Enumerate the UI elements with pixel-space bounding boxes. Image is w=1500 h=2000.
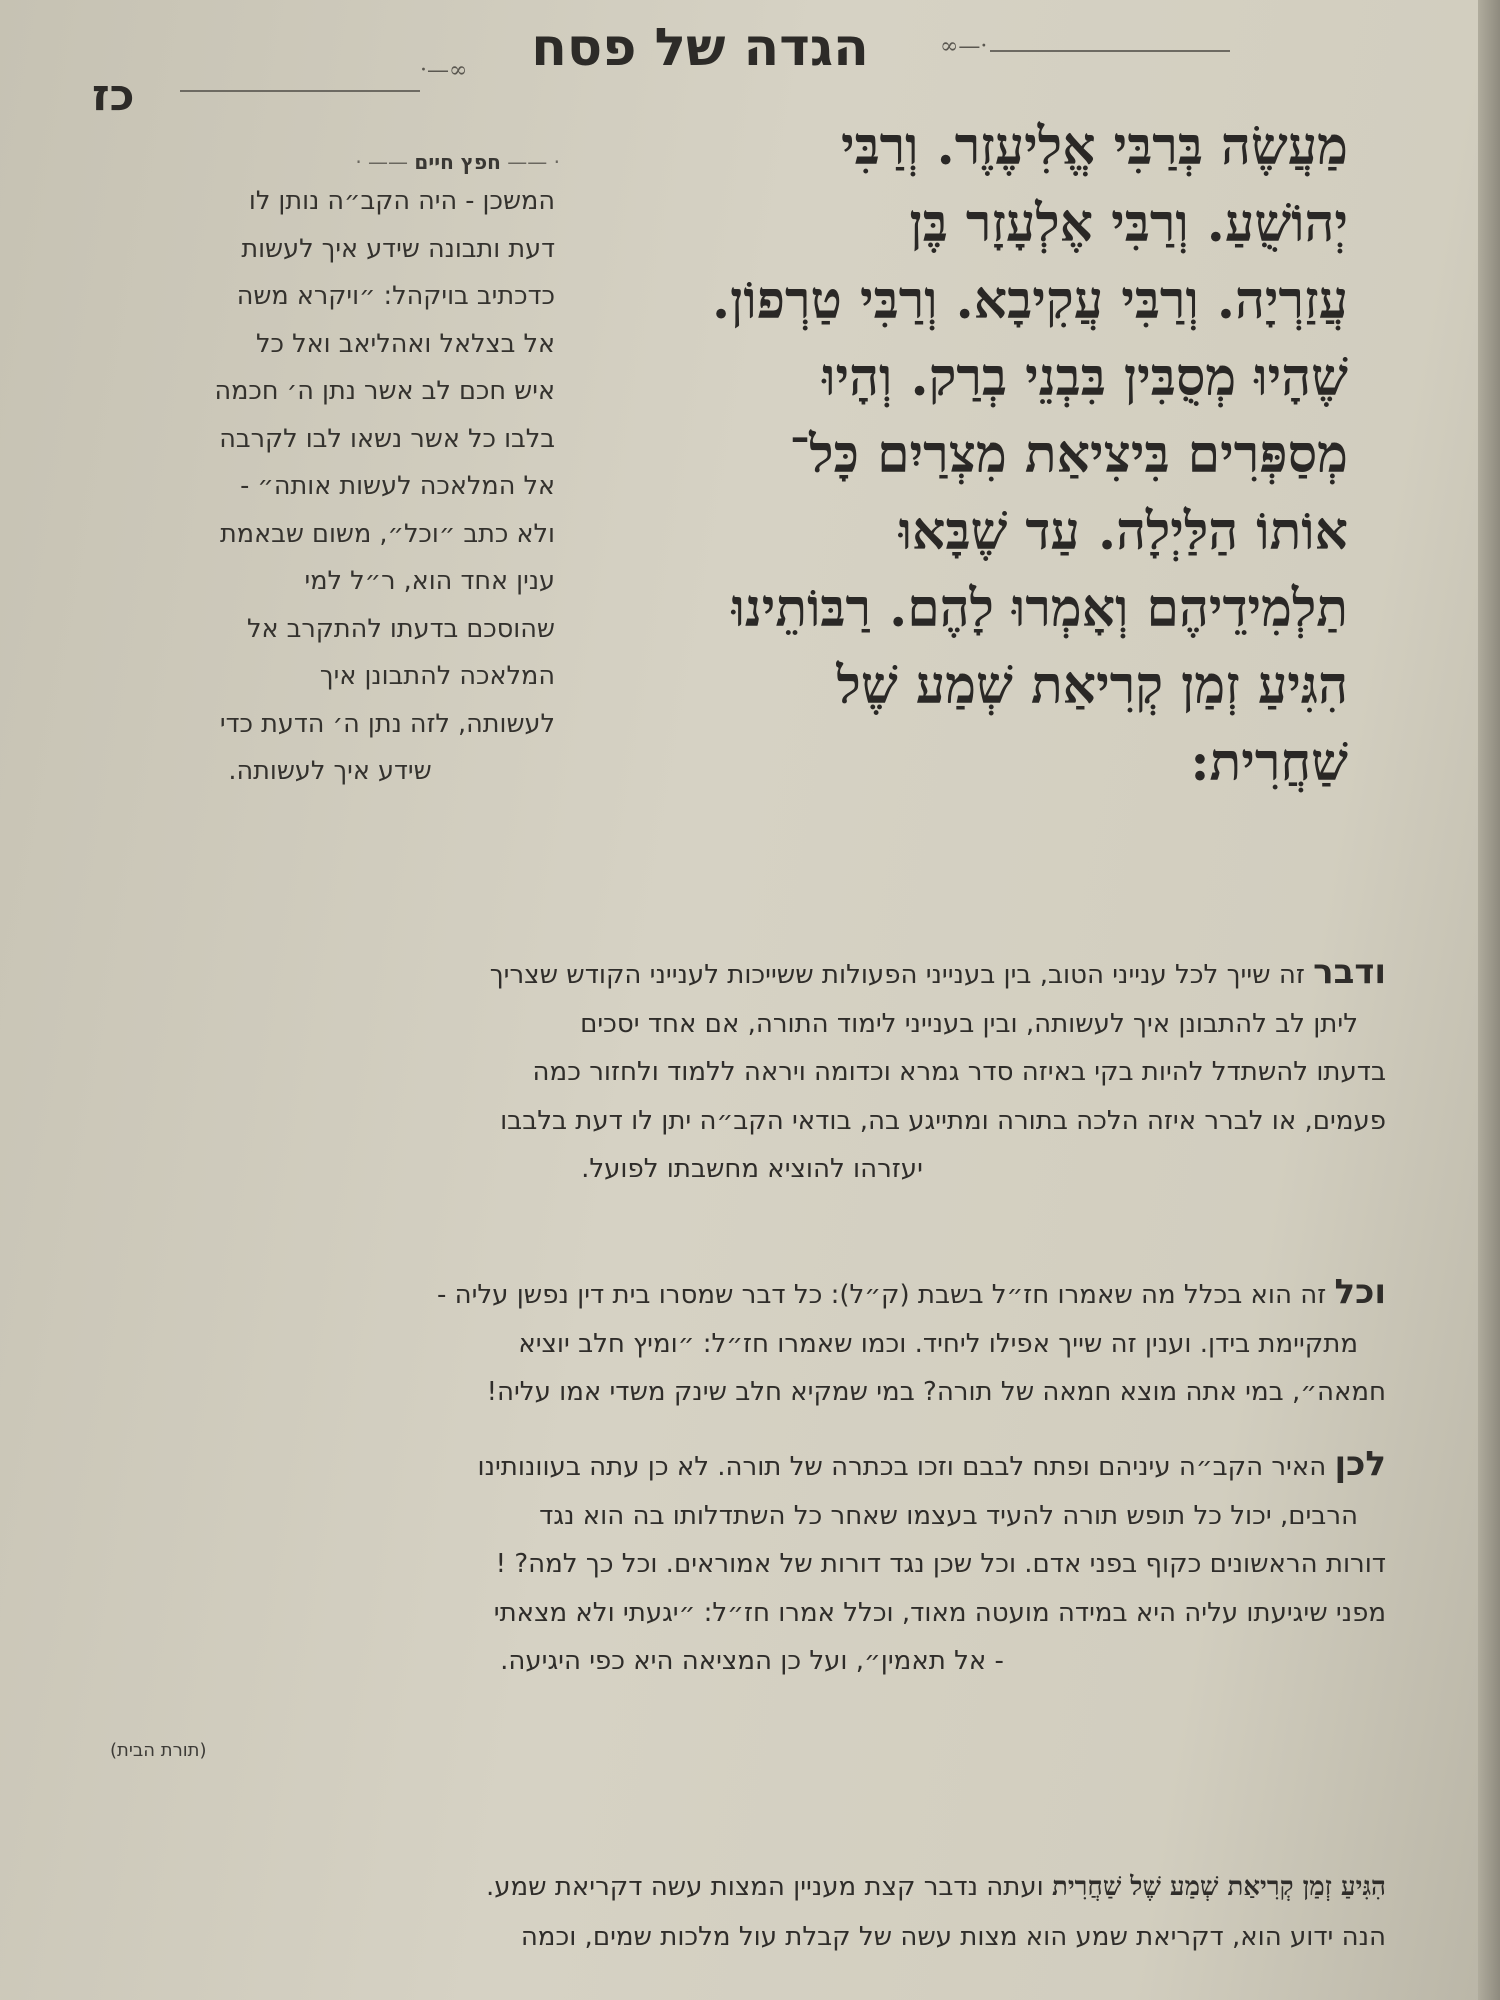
paragraph-line: דורות הראשונים כקוף בפני אדם. וכל שכן נגד דורות של אמוראים. וכל כך למה? ! [495, 1549, 1386, 1579]
paragraph-lead: וכל [1334, 1272, 1386, 1312]
commentary-line: שידע איך לעשותה. [228, 756, 432, 786]
main-text-line: מְסַפְּרִים בִּיצִיאַת מִצְרַיִם כָּל־ [789, 424, 1348, 485]
commentary-heading [120, 150, 560, 174]
paragraph-line: פעמים, או לברר איזה הלכה בתורה ומתייגע בה, בודאי הקב״ה יתן לו דעת בלבבו [500, 1105, 1386, 1136]
paragraph-lead: לכן [1334, 1444, 1386, 1484]
heading-ornament: —— · [355, 150, 415, 174]
paragraph-1 [118, 948, 1386, 1194]
paragraph-line [118, 1862, 1386, 1912]
commentary-line: המשכן - היה הקב״ה נותן לו [248, 186, 555, 216]
paragraph-2 [118, 1268, 1386, 1417]
commentary-title: חפץ חיים [414, 150, 501, 174]
header-rule-left [180, 90, 420, 92]
paragraph-line: מפני שיגיעתו עליה היא במידה מועטה מאוד, וכלל אמרו חז״ל: ״יגעתי ולא מצאתי [493, 1597, 1386, 1628]
paragraph-lead: ודבר [1313, 952, 1386, 992]
header-ornament-right: ∞—· [940, 34, 988, 59]
commentary-column [105, 178, 555, 796]
commentary-line: דעת ותבונה שידע איך לעשות [241, 233, 555, 264]
main-text-line: אוֹתוֹ הַלַּיְלָה. עַד שֶׁבָּאוּ [898, 501, 1348, 562]
commentary-line: המלאכה להתבונן איך [319, 661, 555, 691]
commentary-line: שהוסכם בדעתו להתקרב אל [247, 613, 555, 644]
commentary-line: בלבו כל אשר נשאו לבו לקרבה [219, 423, 555, 454]
paragraph-text: זה הוא בכלל מה שאמרו חז״ל בשבת (ק״ל): כל דבר שמסרו בית דין נפשן עליה - [436, 1280, 1327, 1310]
paragraph-line: מתקיימת בידן. וענין זה שייך אפילו ליחיד. וכמו שאמרו חז״ל: ״ומיץ חלב יוציא [518, 1328, 1358, 1359]
paragraph-line: הרבים, יכול כל תופש תורה להעיד בעצמו שאחר כל השתדלותו בה הוא נגד [539, 1500, 1358, 1531]
paragraph-line: יעזרהו להוציא מחשבתו לפועל. [581, 1154, 923, 1184]
main-text-line: יְהוֹשֻׁעַ. וְרַבִּי אֶלְעָזָר בֶּן [909, 193, 1348, 254]
page-title: הגדה של פסח [531, 18, 869, 78]
main-haggadah-text [588, 108, 1348, 801]
paragraph-line [118, 1268, 1386, 1320]
paragraph-line [118, 948, 1386, 1000]
commentary-line: ענין אחד הוא, ר״ל למי [304, 566, 555, 596]
paragraph-text: ועתה נדבר קצת מעניין המצות עשה דקריאת שמע. [485, 1872, 1044, 1902]
heading-ornament: · —— [500, 150, 560, 174]
source-citation: (תורת הבית) [110, 1740, 207, 1761]
main-text-line: תַלְמִידֵיהֶם וְאָמְרוּ לָהֶם. רַבּוֹתֵינוּ [731, 578, 1348, 639]
commentary-line: אל בצלאל ואהליאב ואל כל [256, 328, 555, 359]
main-text-line: עֲזַרְיָה. וְרַבִּי עֲקִיבָא. וְרַבִּי טַרְפוֹן. [712, 270, 1348, 331]
commentary-line: לעשותה, לזה נתן ה׳ הדעת כדי [219, 708, 555, 739]
paragraph-4 [118, 1862, 1386, 1962]
commentary-line: אל המלאכה לעשות אותה״ - [240, 471, 555, 501]
commentary-line: איש חכם לב אשר נתן ה׳ חכמה [214, 376, 555, 406]
paragraph-line: הנה ידוע הוא, דקריאת שמע הוא מצות עשה של קבלת עול מלכות שמים, וכמה [520, 1922, 1386, 1952]
header-ornament-left: ·—∞ [420, 58, 468, 83]
main-text-line: שַׁחֲרִית: [1190, 732, 1348, 793]
main-text-line: מַעֲשֶׂה בְּרַבִּי אֱלִיעֶזֶר. וְרַבִּי [840, 116, 1348, 177]
paragraph-line [118, 1440, 1386, 1492]
paragraph-text: האיר הקב״ה עיניהם ופתח לבבם וזכו בכתרה של תורה. לא כן עתה בעוונותינו [477, 1452, 1327, 1482]
page-number: כז [92, 70, 135, 121]
paragraph-line: בדעתו להשתדל להיות בקי באיזה סדר גמרא וכדומה ויראה ללמוד ולחזור כמה [532, 1057, 1386, 1087]
main-text-line: הִגִּיעַ זְמַן קְרִיאַת שְׁמַע שֶׁל [836, 655, 1348, 716]
main-text-line: שֶׁהָיוּ מְסֻבִּין בִּבְנֵי בְרַק. וְהָיוּ [822, 347, 1348, 408]
commentary-line: כדכתיב בויקהל: ״ויקרא משה [236, 281, 555, 311]
paragraph-line: - אל תאמין״, ועל כן המציאה היא כפי היגיעה. [500, 1646, 1004, 1676]
paragraph-text: זה שייך לכל ענייני הטוב, בין בענייני הפעולות ששייכות לענייני הקודש שצריך [489, 960, 1305, 990]
paragraph-line: ליתן לב להתבונן איך לעשותה, ובין בענייני לימוד התורה, אם אחד יסכים [580, 1008, 1358, 1039]
paragraph-line: חמאה״, במי אתה מוצא חמאה של תורה? במי שמקיא חלב שינק משדי אמו עליה! [486, 1377, 1386, 1407]
header-rule-right [990, 50, 1230, 52]
paragraph-lead: הִגִּיעַ זְמַן קְרִיאַת שְׁמַע שֶׁל שַׁחֲרִית [1051, 1872, 1386, 1902]
page-edge [1478, 0, 1500, 2000]
commentary-line: ולא כתב ״וכל״, משום שבאמת [220, 518, 555, 549]
paragraph-3 [118, 1440, 1386, 1686]
